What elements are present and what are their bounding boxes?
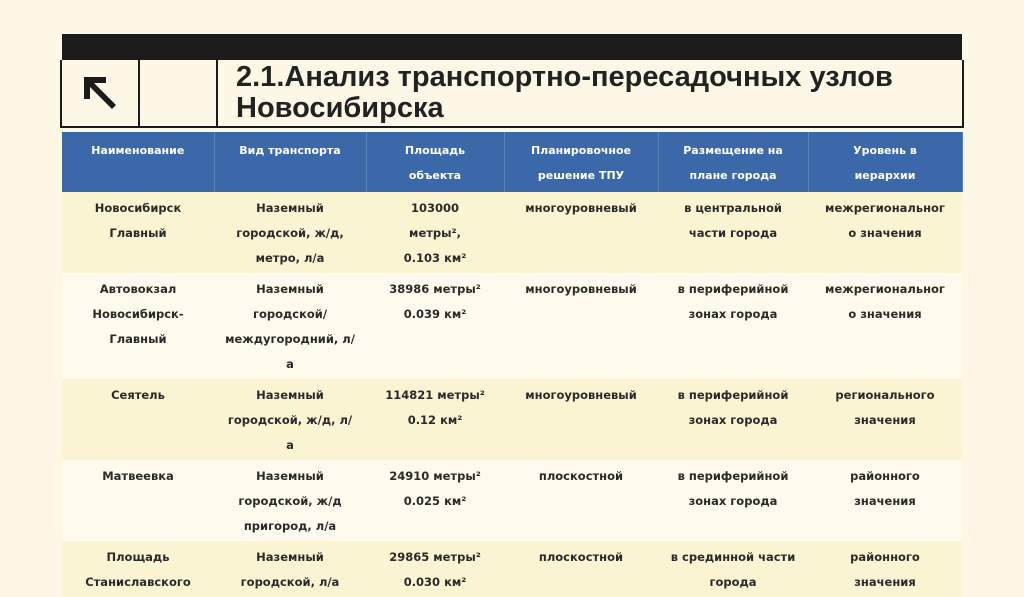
cell-area: 114821 метры² 0.12 км² <box>366 379 504 460</box>
table-row <box>62 460 962 541</box>
cell-name: Площадь Станиславского <box>62 541 214 597</box>
cell-transport: Наземный городской, ж/д пригород, л/а <box>214 460 366 541</box>
table-row <box>62 273 962 379</box>
table-row <box>62 192 962 273</box>
header-name: Наименование <box>62 132 214 192</box>
tpu-table <box>62 132 963 597</box>
cell-layout: плоскостной <box>504 541 658 597</box>
cell-name: Новосибирск Главный <box>62 192 214 273</box>
cell-placement: в срединной части города <box>658 541 808 597</box>
slide-header <box>60 60 964 128</box>
cell-area: 29865 метры² 0.030 км² <box>366 541 504 597</box>
cell-name: Матвеевка <box>62 460 214 541</box>
cell-placement: в периферийной зонах города <box>658 379 808 460</box>
page-title: 2.1.Анализ транспортно-пересадочных узлов Новосибирска <box>236 61 893 124</box>
table-header-row <box>62 132 962 192</box>
cell-level: регионального значения <box>808 379 962 460</box>
cell-layout: многоуровневый <box>504 379 658 460</box>
cell-area: 38986 метры² 0.039 км² <box>366 273 504 379</box>
cell-layout: многоуровневый <box>504 192 658 273</box>
cell-layout: многоуровневый <box>504 273 658 379</box>
cell-area: 24910 метры² 0.025 км² <box>366 460 504 541</box>
arrow-up-left-icon <box>80 73 120 113</box>
blank-cell <box>140 60 218 126</box>
header-layout: Планировочное решение ТПУ <box>504 132 658 192</box>
cell-placement: в центральной части города <box>658 192 808 273</box>
cell-area: 103000 метры², 0.103 км² <box>366 192 504 273</box>
cell-transport: Наземный городской/ междугородний, л/ а <box>214 273 366 379</box>
cell-level: межрегиональног о значения <box>808 273 962 379</box>
cell-level: районного значения <box>808 460 962 541</box>
cell-level: районного значения <box>808 541 962 597</box>
cell-transport: Наземный городской, ж/д, л/ а <box>214 379 366 460</box>
icon-cell <box>62 60 140 126</box>
table-row <box>62 541 962 597</box>
header-area: Площадь объекта <box>366 132 504 192</box>
table-row <box>62 379 962 460</box>
cell-placement: в периферийной зонах города <box>658 273 808 379</box>
cell-layout: плоскостной <box>504 460 658 541</box>
top-bar <box>62 34 962 60</box>
cell-name: Сеятель <box>62 379 214 460</box>
header-level: Уровень в иерархии <box>808 132 962 192</box>
cell-name: Автовокзал Новосибирск- Главный <box>62 273 214 379</box>
cell-level: межрегиональног о значения <box>808 192 962 273</box>
header-placement: Размещение на плане города <box>658 132 808 192</box>
cell-transport: Наземный городской, л/а <box>214 541 366 597</box>
cell-transport: Наземный городской, ж/д, метро, л/а <box>214 192 366 273</box>
header-transport: Вид транспорта <box>214 132 366 192</box>
cell-placement: в периферийной зонах города <box>658 460 808 541</box>
